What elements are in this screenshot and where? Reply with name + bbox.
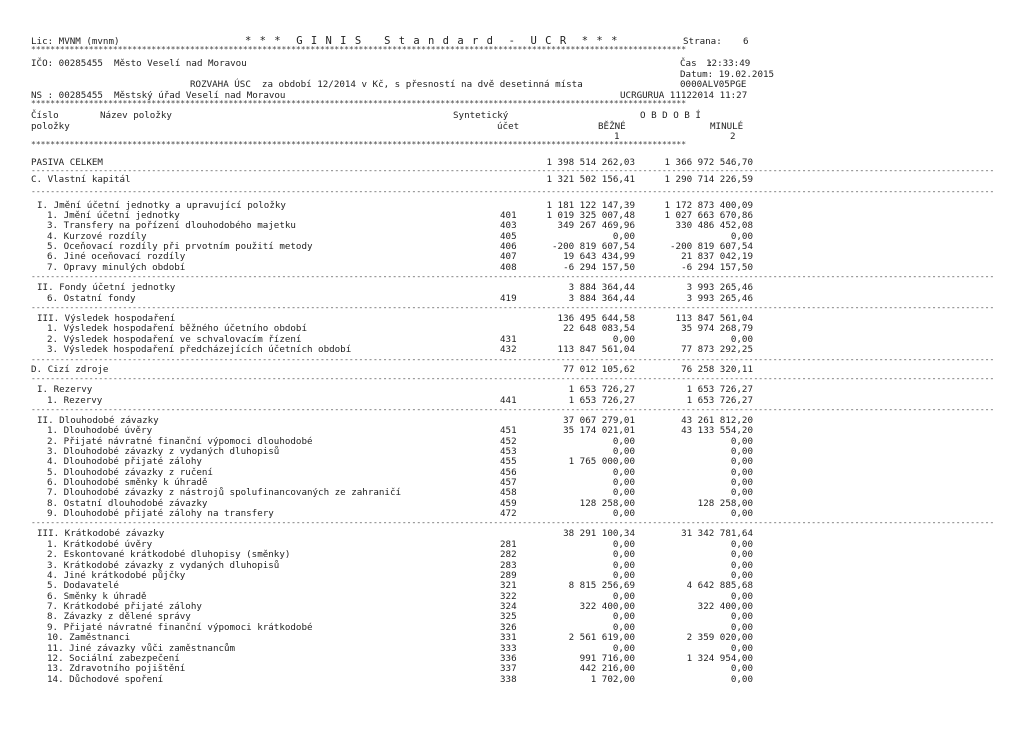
row-previous-value: -6 294 157,50	[681, 262, 753, 273]
row-account: 283	[500, 560, 517, 571]
row-current-value: 1 398 514 262,03	[546, 157, 635, 168]
row-current-value: 0,00	[612, 231, 635, 242]
row-account: 432	[500, 344, 517, 355]
col-synteticky: Syntetický	[453, 110, 509, 121]
row-label: 4. Jiné krátkodobé půjčky	[47, 570, 186, 581]
row-label: 13. Zdravotního pojištění	[47, 663, 186, 674]
row-label: 6. Směnky k úhradě	[47, 591, 147, 602]
row-previous-value: 0,00	[730, 643, 753, 654]
row-previous-value: 0,00	[730, 663, 753, 674]
col-minule-num: 2	[730, 131, 736, 142]
report-code: 0000ALV05PGE	[680, 79, 747, 90]
row-previous-value: 0,00	[730, 436, 753, 447]
row-account: 325	[500, 611, 517, 622]
row-label: 9. Přijaté návratné finanční výpomoci krátkodobé	[47, 622, 313, 633]
row-account: 405	[500, 231, 517, 242]
row-account: 281	[500, 539, 517, 550]
row-previous-value: 0,00	[730, 231, 753, 242]
row-label: PASIVA CELKEM	[31, 157, 103, 168]
row-label: 1. Jmění účetní jednotky	[47, 210, 180, 221]
row-label: 4. Kurzové rozdíly	[47, 231, 147, 242]
row-label: II. Fondy účetní jednotky	[37, 282, 176, 293]
row-label: 11. Jiné závazky vůči zaměstnancům	[47, 643, 236, 654]
row-label: 1. Rezervy	[47, 395, 103, 406]
row-current-value: 1 653 726,27	[568, 384, 635, 395]
row-label: III. Krátkodobé závazky	[37, 528, 165, 539]
row-label: III. Výsledek hospodaření	[37, 313, 176, 324]
row-current-value: 0,00	[612, 570, 635, 581]
row-label: 1. Výsledek hospodaření běžného účetního období	[47, 323, 307, 334]
row-previous-value: 0,00	[730, 560, 753, 571]
row-previous-value: 1 653 726,27	[686, 384, 753, 395]
row-account: 456	[500, 467, 517, 478]
row-label: 3. Krátkodobé závazky z vydaných dluhopisů	[47, 560, 280, 571]
time-label: Čas :	[680, 58, 714, 69]
row-account: 333	[500, 643, 517, 654]
row-current-value: 442 216,00	[579, 663, 635, 674]
col-cislo: Číslo	[31, 110, 59, 121]
col-bezne-num: 1	[614, 131, 620, 142]
row-previous-value: 21 837 042,19	[681, 251, 753, 262]
row-account: 452	[500, 436, 517, 447]
row-current-value: 0,00	[612, 477, 635, 488]
row-current-value: 0,00	[612, 611, 635, 622]
row-previous-value: 0,00	[730, 334, 753, 345]
row-previous-value: 0,00	[730, 446, 753, 457]
row-current-value: 1 653 726,27	[568, 395, 635, 406]
star-rule: ****************************************************************************************************************************************	[31, 45, 687, 54]
date-label: Datum: 19.02.2015	[680, 69, 775, 80]
row-previous-value: 1 653 726,27	[686, 395, 753, 406]
row-previous-value: 1 366 972 546,70	[664, 157, 753, 168]
row-previous-value: 0,00	[730, 674, 753, 685]
row-account: 282	[500, 549, 517, 560]
row-current-value: 1 765 000,00	[568, 456, 635, 467]
row-previous-value: 0,00	[730, 487, 753, 498]
row-label: 9. Dlouhodobé přijaté zálohy na transfery	[47, 508, 274, 519]
row-account: 453	[500, 446, 517, 457]
row-previous-value: 31 342 781,64	[681, 528, 753, 539]
dash-rule: --------------------------------------------------------------------------------------------------------------------------------------------------------------------------------------------------------	[31, 187, 995, 196]
row-label: 2. Výsledek hospodaření ve schvalovacím řízení	[47, 334, 302, 345]
row-label: 1. Krátkodobé úvěry	[47, 539, 153, 550]
row-previous-value: 0,00	[730, 591, 753, 602]
row-account: 403	[500, 220, 517, 231]
row-current-value: 0,00	[612, 622, 635, 633]
row-label: 6. Dlouhodobé směnky k úhradě	[47, 477, 208, 488]
row-current-value: 77 012 105,62	[563, 364, 635, 375]
row-label: I. Jmění účetní jednotky a upravující položky	[37, 200, 286, 211]
row-previous-value: 43 261 812,20	[681, 415, 753, 426]
row-account: 408	[500, 262, 517, 273]
star-rule: ****************************************************************************************************************************************	[31, 99, 687, 108]
row-current-value: -6 294 157,50	[563, 262, 635, 273]
row-label: 2. Eskontované krátkodobé dluhopisy (směnky)	[47, 549, 291, 560]
dash-rule: --------------------------------------------------------------------------------------------------------------------------------------------------------------------------------------------------------	[31, 272, 995, 281]
row-current-value: 0,00	[612, 487, 635, 498]
row-account: 406	[500, 241, 517, 252]
row-account: 407	[500, 251, 517, 262]
row-current-value: 1 181 122 147,39	[546, 200, 635, 211]
row-previous-value: 4 642 885,68	[686, 580, 753, 591]
row-previous-value: 35 974 268,79	[681, 323, 753, 334]
row-label: I. Rezervy	[37, 384, 93, 395]
row-account: 472	[500, 508, 517, 519]
system-title: * * * G I N I S S t a n d a r d - U C R * * *	[245, 35, 619, 47]
star-rule: ****************************************************************************************************************************************	[31, 140, 687, 149]
row-previous-value: 0,00	[730, 611, 753, 622]
ns-line: NS : 00285455 Městský úřad Veselí nad Moravou	[31, 90, 286, 101]
row-current-value: 1 702,00	[590, 674, 635, 685]
row-label: 2. Přijaté návratné finanční výpomoci dlouhodobé	[47, 436, 313, 447]
row-current-value: 991 716,00	[579, 653, 635, 664]
license-label: Lic: MVNM (mvnm)	[31, 36, 120, 47]
row-label: 3. Výsledek hospodaření předcházejících účetních období	[47, 344, 352, 355]
row-current-value: 0,00	[612, 467, 635, 478]
col-polozky: položky	[31, 121, 70, 132]
row-current-value: 0,00	[612, 436, 635, 447]
row-label: 3. Dlouhodobé závazky z vydaných dluhopisů	[47, 446, 280, 457]
row-previous-value: 1 027 663 670,86	[664, 210, 753, 221]
row-account: 458	[500, 487, 517, 498]
row-previous-value: 330 486 452,08	[675, 220, 753, 231]
row-account: 451	[500, 425, 517, 436]
row-current-value: 0,00	[612, 560, 635, 571]
row-current-value: 0,00	[612, 539, 635, 550]
row-previous-value: 3 993 265,46	[686, 282, 753, 293]
row-previous-value: 1 290 714 226,59	[664, 174, 753, 185]
page-number: 6	[743, 36, 749, 47]
row-account: 441	[500, 395, 517, 406]
row-current-value: 0,00	[612, 591, 635, 602]
row-previous-value: 3 993 265,46	[686, 293, 753, 304]
row-current-value: 19 643 434,99	[563, 251, 635, 262]
row-previous-value: 0,00	[730, 477, 753, 488]
row-current-value: 1 321 502 156,41	[546, 174, 635, 185]
row-previous-value: 0,00	[730, 622, 753, 633]
row-previous-value: -200 819 607,54	[670, 241, 753, 252]
row-label: 8. Ostatní dlouhodobé závazky	[47, 498, 208, 509]
row-account: 459	[500, 498, 517, 509]
row-previous-value: 1 172 873 400,09	[664, 200, 753, 211]
row-current-value: 22 648 083,54	[563, 323, 635, 334]
row-account: 401	[500, 210, 517, 221]
row-current-value: 0,00	[612, 446, 635, 457]
row-previous-value: 0,00	[730, 539, 753, 550]
row-label: 12. Sociální zabezpečení	[47, 653, 180, 664]
ico-line: IČO: 00285455 Město Veselí nad Moravou	[31, 58, 247, 69]
row-current-value: 349 267 469,96	[557, 220, 635, 231]
row-previous-value: 322 400,00	[697, 601, 753, 612]
row-current-value: 0,00	[612, 643, 635, 654]
run-code: UCRGURUA 11122014 11:27	[620, 90, 748, 101]
report-title: ROZVAHA ÚSC za období 12/2014 v Kč, s přesností na dvě desetinná místa	[190, 79, 583, 90]
row-label: C. Vlastní kapitál	[31, 174, 131, 185]
row-previous-value: 0,00	[730, 456, 753, 467]
row-account: 326	[500, 622, 517, 633]
dash-rule: --------------------------------------------------------------------------------------------------------------------------------------------------------------------------------------------------------	[31, 405, 995, 414]
row-current-value: -200 819 607,54	[552, 241, 635, 252]
row-account: 419	[500, 293, 517, 304]
row-current-value: 2 561 619,00	[568, 632, 635, 643]
dash-rule: --------------------------------------------------------------------------------------------------------------------------------------------------------------------------------------------------------	[31, 518, 995, 527]
row-label: 14. Důchodové spoření	[47, 674, 164, 685]
row-previous-value: 1 324 954,00	[686, 653, 753, 664]
row-current-value: 0,00	[612, 549, 635, 560]
row-label: 10. Zaměstnanci	[47, 632, 130, 643]
row-current-value: 113 847 561,04	[557, 344, 635, 355]
dash-rule: --------------------------------------------------------------------------------------------------------------------------------------------------------------------------------------------------------	[31, 374, 995, 383]
row-previous-value: 0,00	[730, 570, 753, 581]
row-current-value: 35 174 021,01	[563, 425, 635, 436]
row-account: 431	[500, 334, 517, 345]
row-account: 455	[500, 456, 517, 467]
row-current-value: 3 884 364,44	[568, 282, 635, 293]
col-obdobi: O B D O B Í	[640, 110, 701, 121]
row-current-value: 37 067 279,01	[563, 415, 635, 426]
row-current-value: 38 291 100,34	[563, 528, 635, 539]
row-label: 5. Dodavatelé	[47, 580, 119, 591]
row-account: 321	[500, 580, 517, 591]
row-previous-value: 76 258 320,11	[681, 364, 753, 375]
col-minule: MINULÉ	[710, 121, 744, 132]
row-label: 7. Opravy minulých období	[47, 262, 186, 273]
row-account: 336	[500, 653, 517, 664]
row-label: 8. Závazky z dělené správy	[47, 611, 191, 622]
row-previous-value: 0,00	[730, 467, 753, 478]
row-previous-value: 2 359 020,00	[686, 632, 753, 643]
row-label: II. Dlouhodobé závazky	[37, 415, 159, 426]
row-label: D. Cizí zdroje	[31, 364, 109, 375]
row-previous-value: 113 847 561,04	[675, 313, 753, 324]
row-account: 289	[500, 570, 517, 581]
row-label: 6. Jiné oceňovací rozdíly	[47, 251, 186, 262]
row-label: 5. Dlouhodobé závazky z ručení	[47, 467, 213, 478]
row-previous-value: 77 873 292,25	[681, 344, 753, 355]
col-ucet: účet	[497, 121, 520, 132]
row-previous-value: 0,00	[730, 508, 753, 519]
col-nazev: Název položky	[100, 110, 172, 121]
row-previous-value: 128 258,00	[697, 498, 753, 509]
dash-rule: --------------------------------------------------------------------------------------------------------------------------------------------------------------------------------------------------------	[31, 166, 995, 175]
row-label: 1. Dlouhodobé úvěry	[47, 425, 153, 436]
row-current-value: 1 019 325 007,48	[546, 210, 635, 221]
row-label: 4. Dlouhodobé přijaté zálohy	[47, 456, 202, 467]
row-previous-value: 0,00	[730, 549, 753, 560]
row-account: 324	[500, 601, 517, 612]
row-current-value: 128 258,00	[579, 498, 635, 509]
time-value: 12:33:49	[706, 58, 751, 69]
row-current-value: 136 495 644,58	[557, 313, 635, 324]
col-bezne: BĚŽNÉ	[598, 121, 626, 132]
page-label: Strana:	[683, 36, 722, 47]
dash-rule: --------------------------------------------------------------------------------------------------------------------------------------------------------------------------------------------------------	[31, 303, 995, 312]
row-previous-value: 43 133 554,20	[681, 425, 753, 436]
row-account: 457	[500, 477, 517, 488]
dash-rule: --------------------------------------------------------------------------------------------------------------------------------------------------------------------------------------------------------	[31, 355, 995, 364]
row-label: 7. Krátkodobé přijaté zálohy	[47, 601, 202, 612]
row-current-value: 0,00	[612, 508, 635, 519]
row-label: 7. Dlouhodobé závazky z nástrojů spolufinancovaných ze zahraničí	[47, 487, 402, 498]
row-current-value: 3 884 364,44	[568, 293, 635, 304]
row-current-value: 8 815 256,69	[568, 580, 635, 591]
row-account: 337	[500, 663, 517, 674]
row-account: 331	[500, 632, 517, 643]
row-label: 5. Oceňovací rozdíly při prvotním použití metody	[47, 241, 313, 252]
row-label: 6. Ostatní fondy	[47, 293, 136, 304]
row-label: 3. Transfery na pořízení dlouhodobého majetku	[47, 220, 296, 231]
row-current-value: 0,00	[612, 334, 635, 345]
row-current-value: 322 400,00	[579, 601, 635, 612]
row-account: 338	[500, 674, 517, 685]
row-account: 322	[500, 591, 517, 602]
